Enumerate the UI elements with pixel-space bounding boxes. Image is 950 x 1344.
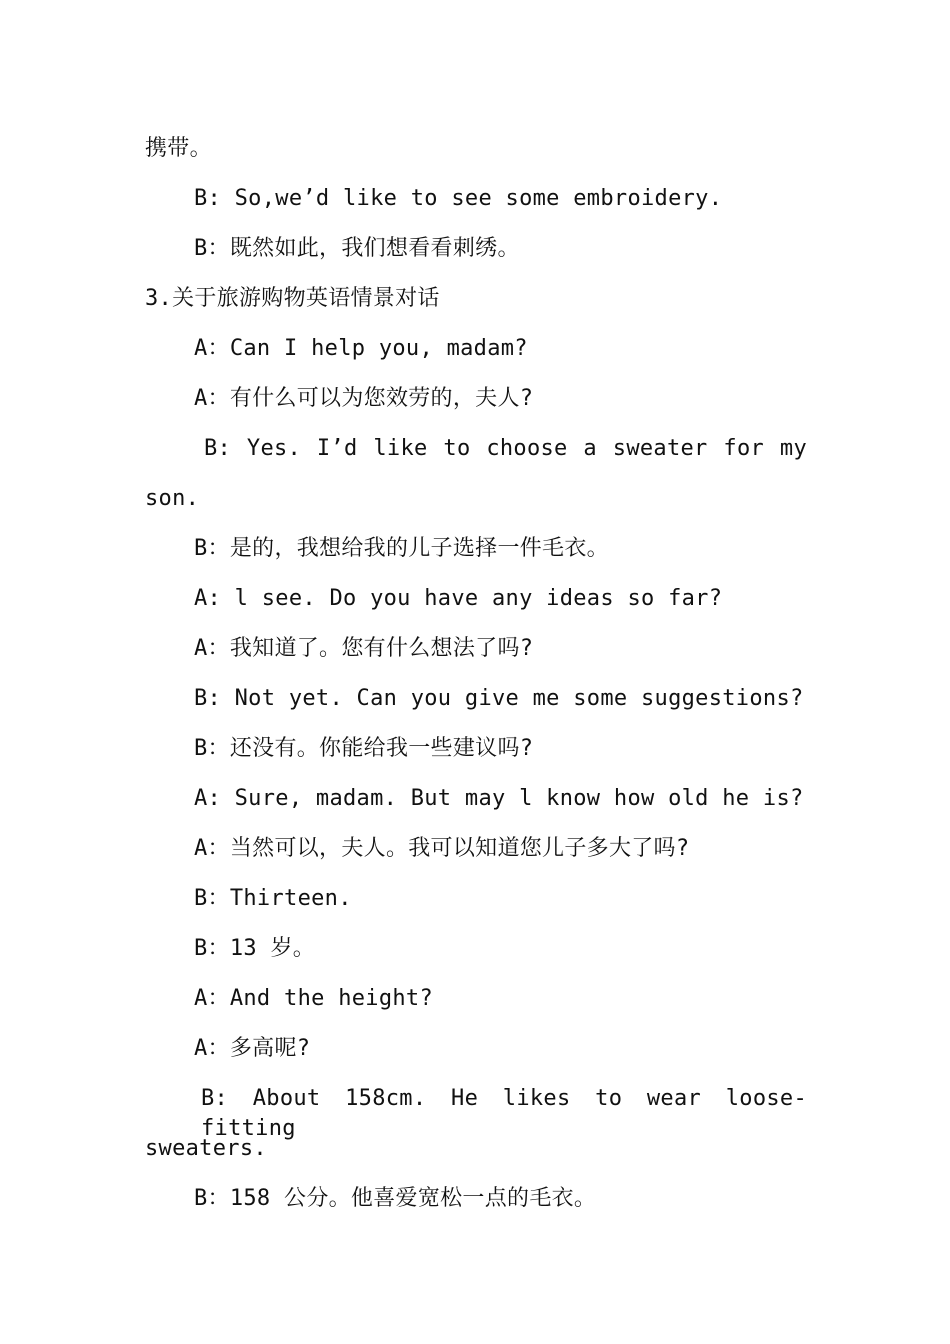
dialogue-line: B: Yes. I’d like to choose a sweater for my: [204, 436, 807, 461]
dialogue-line: B: About 158cm. He likes to wear loose-fitting: [201, 1086, 807, 1141]
dialogue-line: B：Thirteen.: [194, 886, 352, 911]
dialogue-line: A：我知道了。您有什么想法了吗?: [194, 636, 534, 661]
dialogue-line: B：既然如此，我们想看看刺绣。: [194, 236, 520, 261]
dialogue-line: A：多高呢?: [194, 1036, 311, 1061]
dialogue-line: A：And the height?: [194, 986, 434, 1011]
text-line: 携带。: [145, 136, 212, 161]
dialogue-line: B：还没有。你能给我一些建议吗?: [194, 736, 534, 761]
dialogue-line: A：当然可以，夫人。我可以知道您儿子多大了吗?: [194, 836, 690, 861]
dialogue-line: B: Not yet. Can you give me some suggestions?: [194, 686, 804, 711]
dialogue-line: A：Can I help you, madam?: [194, 336, 528, 361]
dialogue-line: B: So,we’d like to see some embroidery.: [194, 186, 723, 211]
dialogue-line: B：13 岁。: [194, 936, 316, 961]
dialogue-line: A：有什么可以为您效劳的，夫人?: [194, 386, 534, 411]
dialogue-line: B：158 公分。他喜爱宽松一点的毛衣。: [194, 1186, 597, 1211]
dialogue-line: B：是的，我想给我的儿子选择一件毛衣。: [194, 536, 609, 561]
dialogue-line-continuation: son.: [145, 486, 200, 511]
dialogue-line-continuation: sweaters.: [145, 1136, 267, 1161]
dialogue-line: A: l see. Do you have any ideas so far?: [194, 586, 723, 611]
section-heading: 3.关于旅游购物英语情景对话: [145, 286, 440, 311]
dialogue-line: A: Sure, madam. But may l know how old he is?: [194, 786, 804, 811]
